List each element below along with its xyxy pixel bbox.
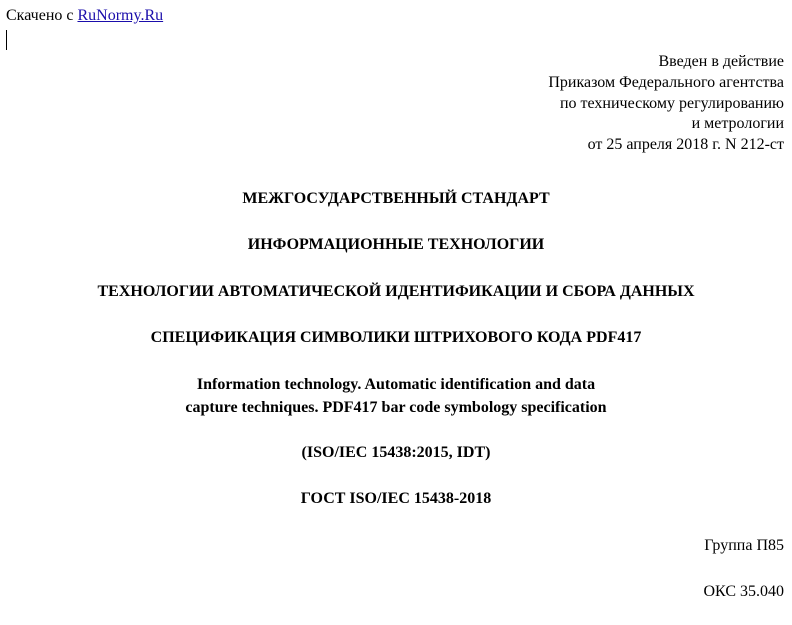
download-source-prefix: Скачено с bbox=[6, 7, 78, 24]
introduction-block bbox=[548, 52, 784, 156]
gost-designation: ГОСТ ISO/IEC 15438-2018 bbox=[300, 490, 492, 507]
classification-group: Группа П85 bbox=[704, 537, 784, 554]
classification-oks: ОКС 35.040 bbox=[703, 583, 784, 600]
iso-reference: (ISO/IEC 15438:2015, IDT) bbox=[301, 444, 491, 461]
standard-type-heading: МЕЖГОСУДАРСТВЕННЫЙ СТАНДАРТ bbox=[242, 190, 550, 207]
title-line-1: ИНФОРМАЦИОННЫЕ ТЕХНОЛОГИИ bbox=[247, 236, 545, 253]
text-cursor bbox=[6, 30, 7, 50]
introduction-line: по техническому регулированию bbox=[559, 94, 784, 112]
introduction-line: и метрологии bbox=[691, 115, 784, 133]
title-line-2: ТЕХНОЛОГИИ АВТОМАТИЧЕСКОЙ ИДЕНТИФИКАЦИИ И СБОРА ДАННЫХ bbox=[97, 283, 695, 300]
title-line-3: СПЕЦИФИКАЦИЯ СИМВОЛИКИ ШТРИХОВОГО КОДА PDF417 bbox=[150, 329, 642, 346]
site-link[interactable]: RuNormy.Ru bbox=[77, 7, 164, 24]
download-source-line bbox=[6, 6, 163, 26]
english-title-line-2: capture techniques. PDF417 bar code symbology specification bbox=[185, 399, 607, 416]
introduction-line: Приказом Федерального агентства bbox=[548, 73, 784, 91]
introduction-line: Введен в действие bbox=[658, 53, 784, 70]
english-title-line-1: Information technology. Automatic identification and data bbox=[196, 376, 596, 393]
english-title bbox=[0, 373, 792, 419]
introduction-line: от 25 апреля 2018 г. N 212-ст bbox=[587, 136, 784, 154]
